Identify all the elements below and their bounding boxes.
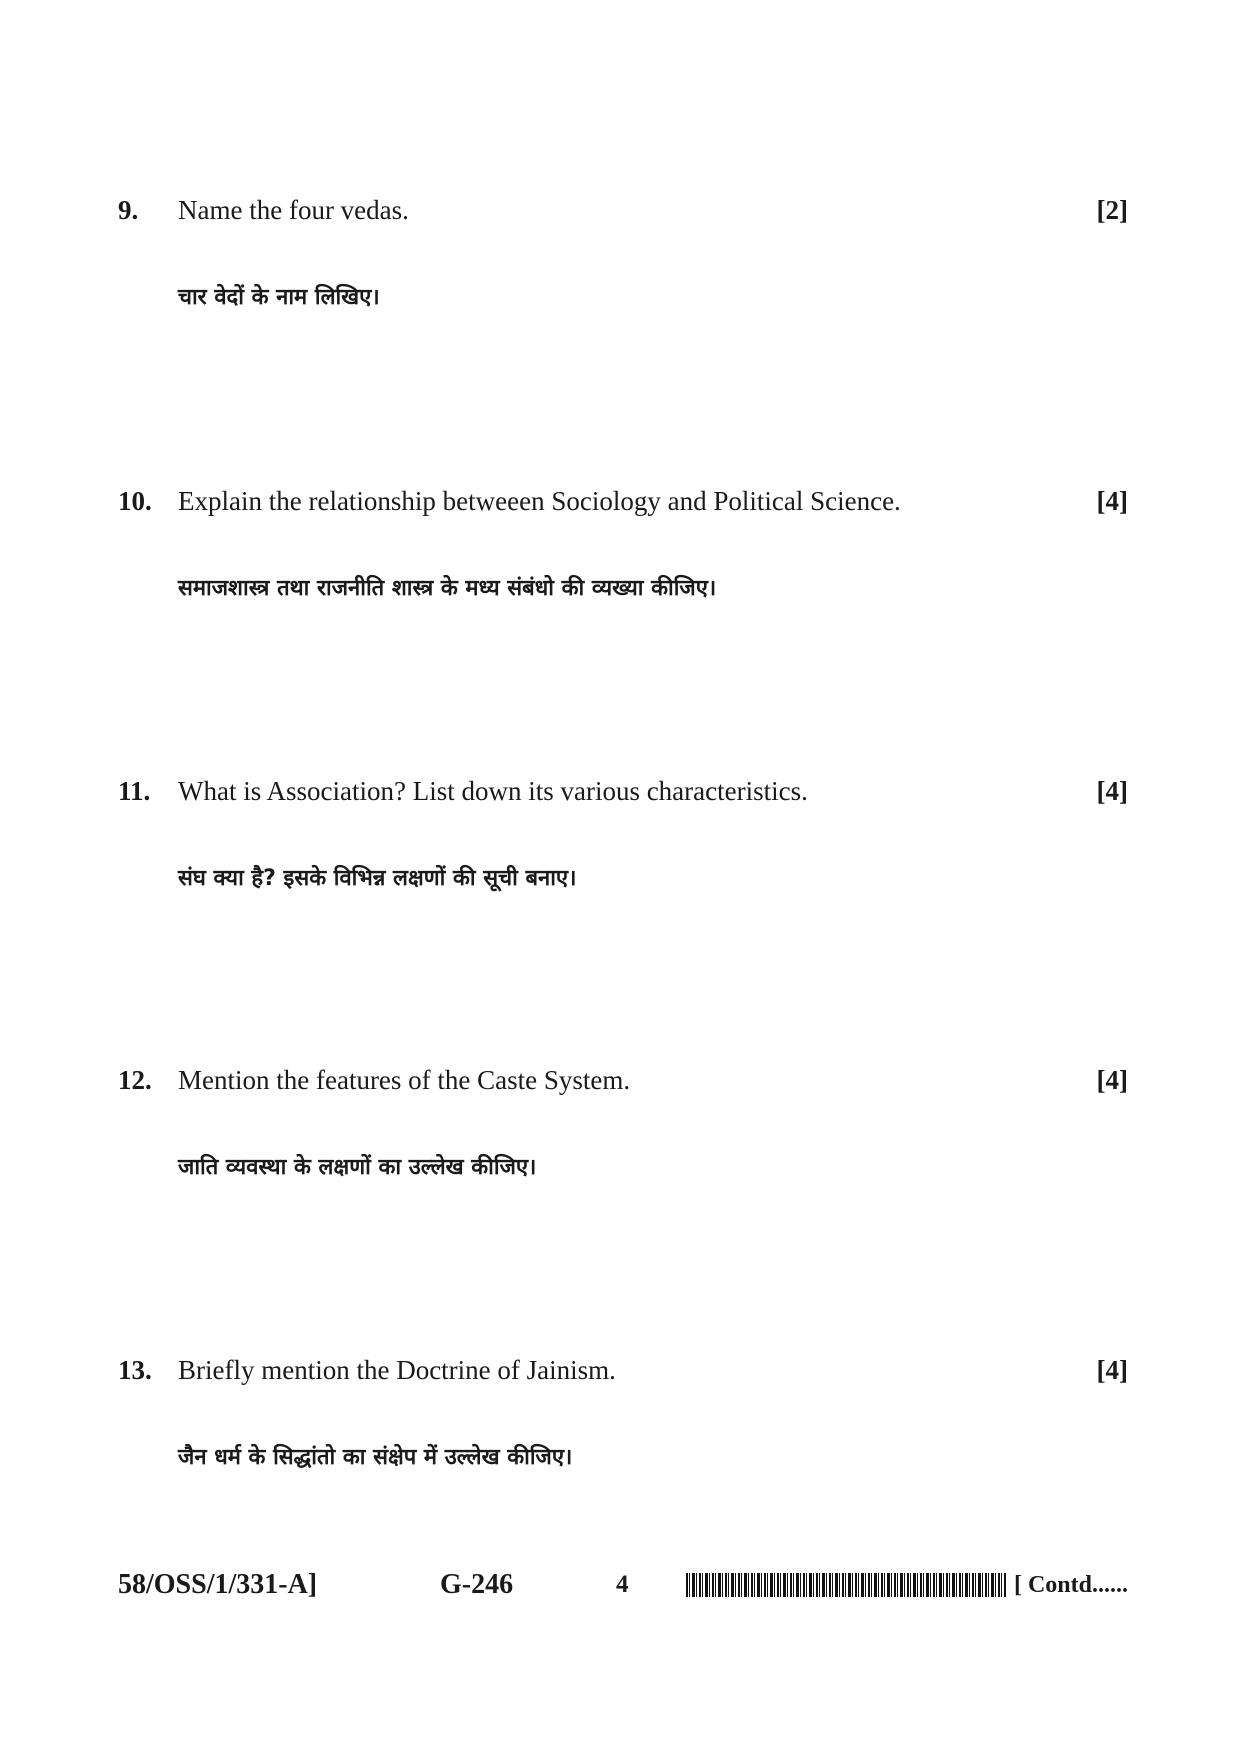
question-text-hindi: चार वेदों के नाम लिखिए। [178, 285, 380, 310]
question-line [118, 1060, 1128, 1100]
question-number: 13. [118, 1355, 152, 1385]
question-text-english: Mention the features of the Caste System. [178, 1065, 631, 1095]
question-line [118, 771, 1128, 811]
series-code: G-246 [440, 1569, 514, 1600]
continued-label: [ Contd...... [1013, 1572, 1128, 1598]
question-9 [118, 190, 1128, 310]
question-11 [118, 771, 1128, 891]
question-number: 10. [118, 486, 152, 516]
question-marks: [4] [1096, 1065, 1128, 1095]
question-number: 11. [118, 776, 151, 806]
page-number: 4 [616, 1571, 629, 1598]
question-number: 9. [118, 195, 139, 225]
question-line [118, 481, 1128, 521]
question-text-english: Briefly mention the Doctrine of Jainism. [178, 1355, 616, 1385]
question-line [118, 1350, 1128, 1390]
barcode-icon [686, 1573, 1006, 1597]
question-marks: [4] [1096, 486, 1128, 516]
question-marks: [4] [1096, 776, 1128, 806]
question-12 [118, 1060, 1128, 1180]
question-text-english: Explain the relationship betweeen Sociology and Political Science. [178, 486, 901, 516]
question-text-english: Name the four vedas. [178, 195, 409, 225]
question-text-english: What is Association? List down its various characteristics. [178, 776, 808, 806]
question-marks: [4] [1096, 1355, 1128, 1385]
page-footer [118, 1563, 1128, 1607]
question-text-hindi: जाति व्यवस्था के लक्षणों का उल्लेख कीजिए। [178, 1155, 537, 1180]
question-text-hindi: समाजशास्त्र तथा राजनीति शास्त्र के मध्य संबंधो की व्यख्या कीजिए। [178, 576, 717, 601]
question-text-hindi: जैन धर्म के सिद्धांतो का संक्षेप में उल्लेख कीजिए। [178, 1445, 573, 1470]
question-marks: [2] [1096, 195, 1128, 225]
question-text-hindi: संघ क्या है? इसके विभिन्न लक्षणों की सूची बनाए। [178, 866, 577, 891]
question-line [118, 190, 1128, 230]
paper-code: 58/OSS/1/331-A] [118, 1569, 318, 1600]
question-13 [118, 1350, 1128, 1470]
question-number: 12. [118, 1065, 152, 1095]
question-10 [118, 481, 1128, 601]
